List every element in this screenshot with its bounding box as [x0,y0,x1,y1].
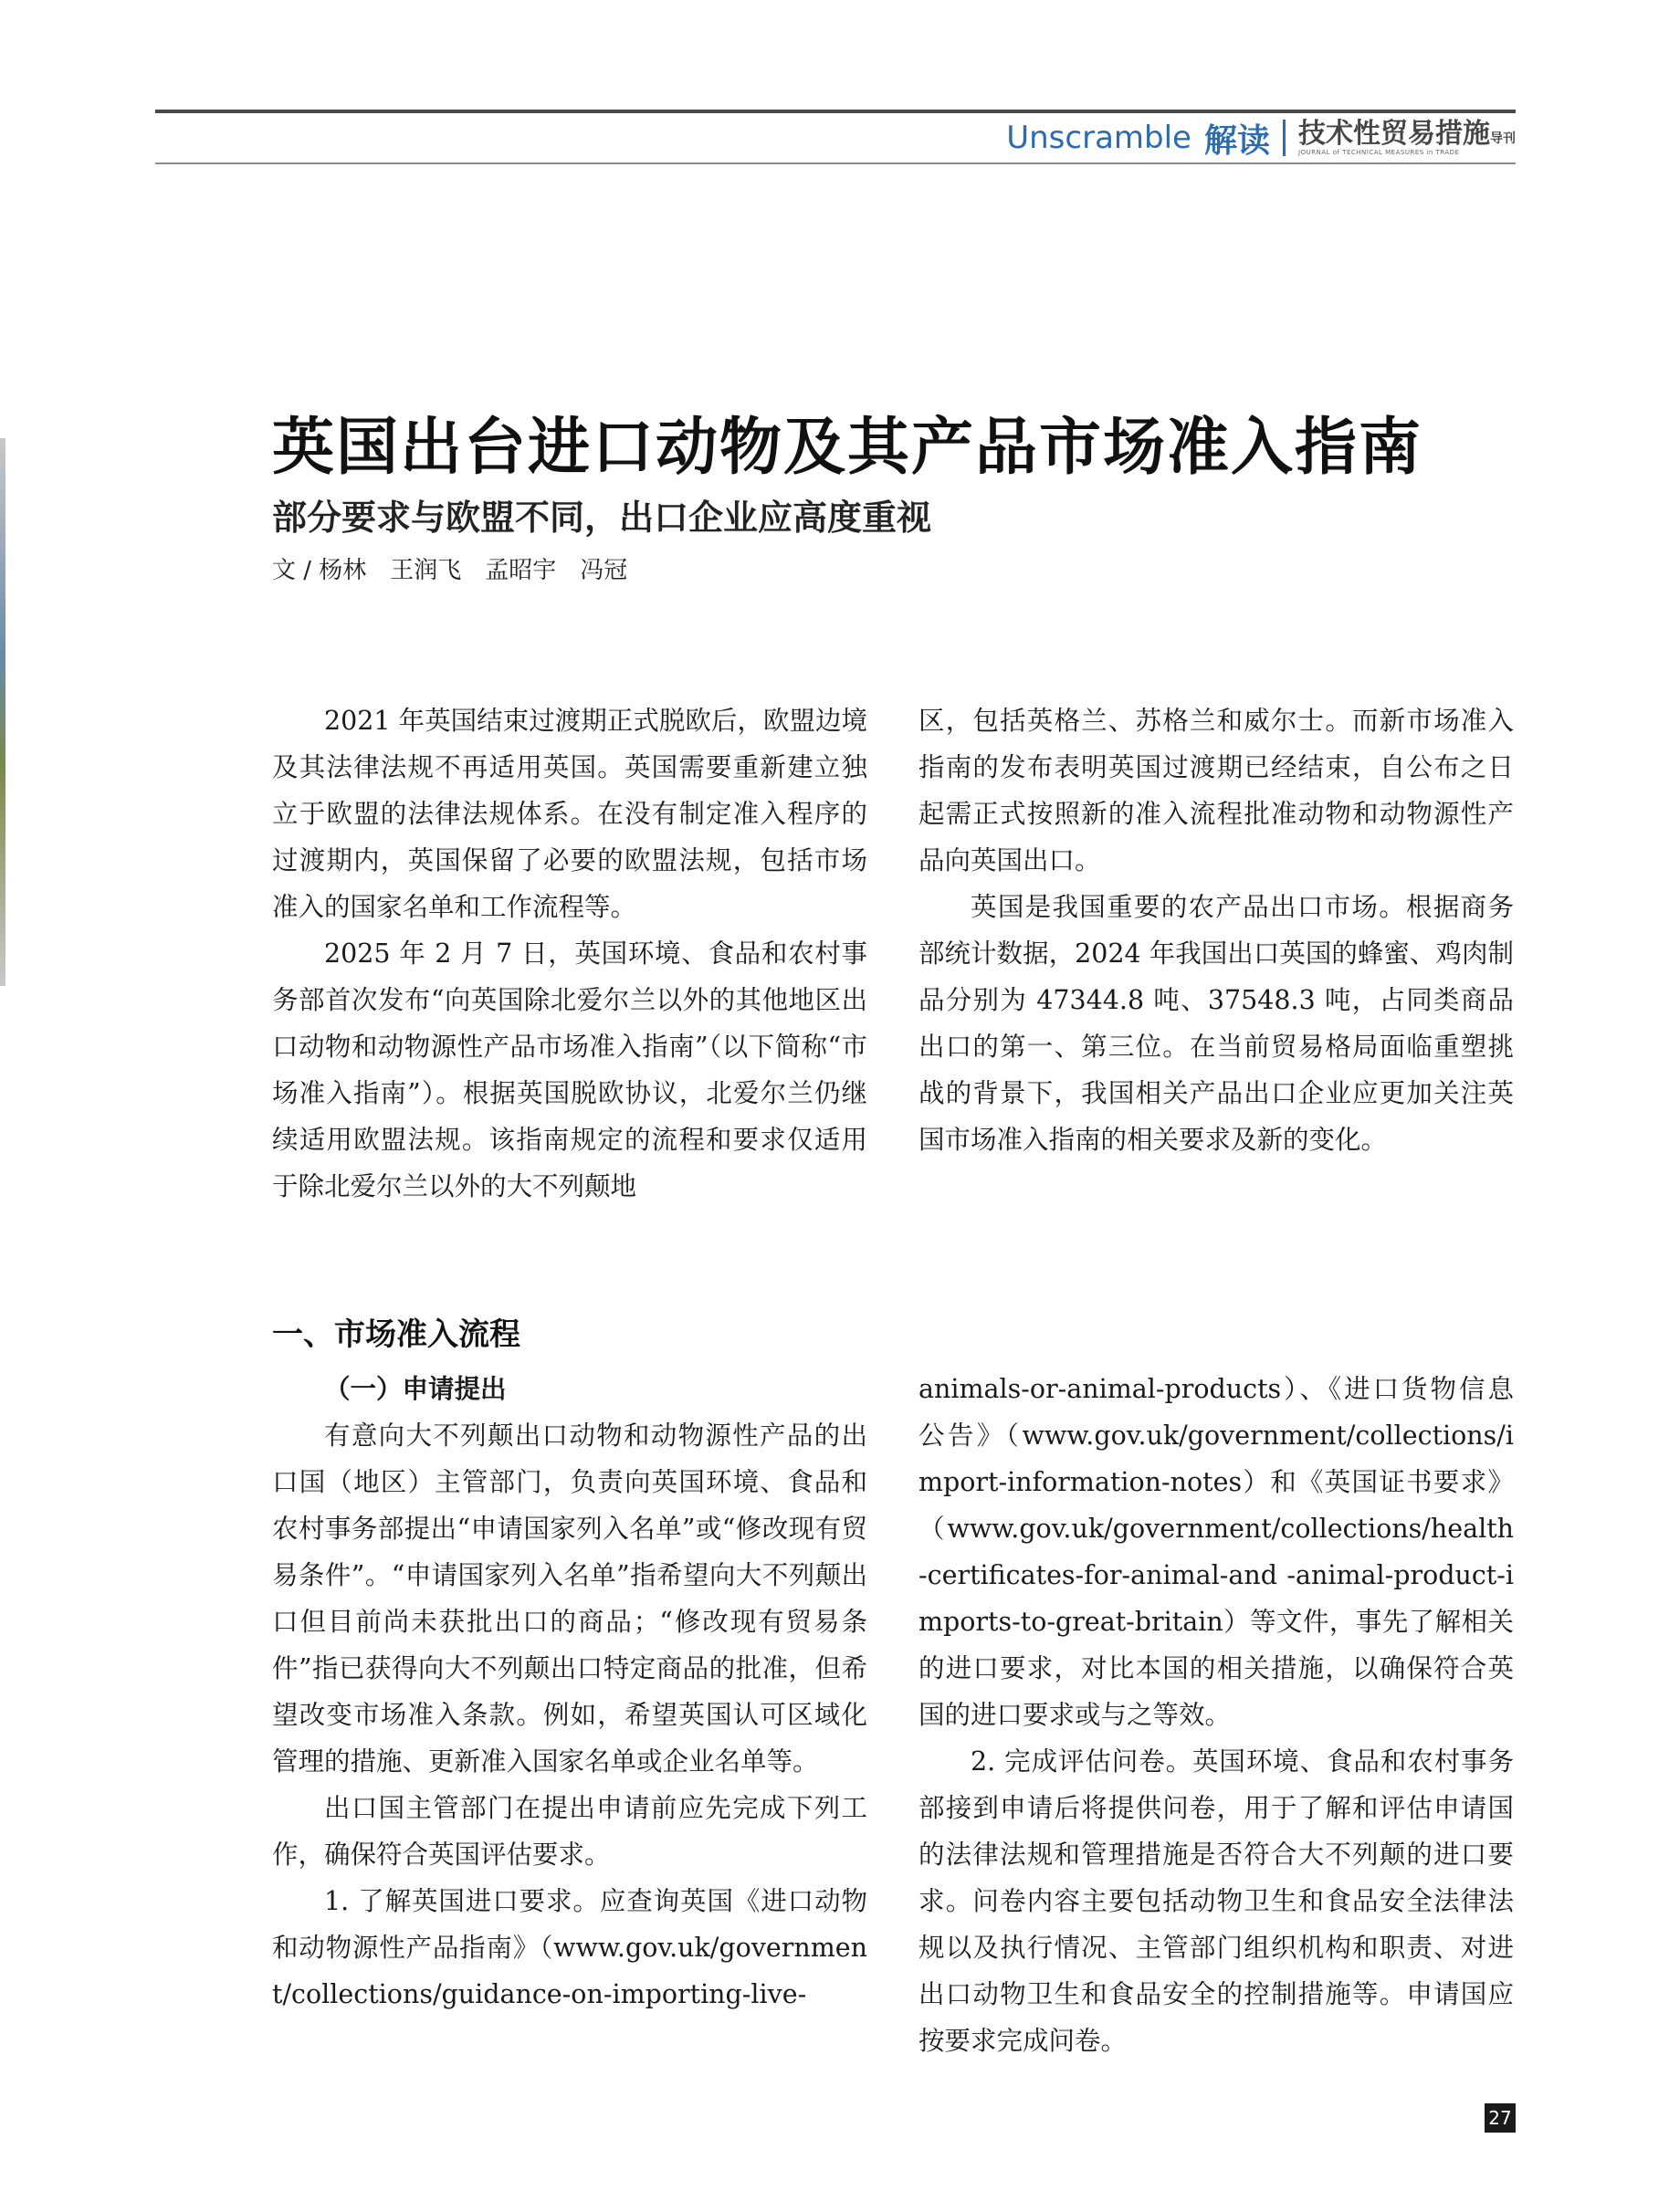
article-subtitle: 部分要求与欧盟不同，出口企业应高度重视 [272,498,932,538]
page-edge-strip [0,438,5,986]
body-column-right [918,1366,1514,2064]
journal-name-cn: 技术性贸易措施 [1298,117,1490,150]
intro-paragraph-continued: 区，包括英格兰、苏格兰和威尔士。而新市场准入指南的发布表明英国过渡期已经结束，自公布之日起需正式按照新的准入流程批准动物和动物源性产品向英国出口。 [918,706,1514,875]
body-paragraph: 有意向大不列颠出口动物和动物源性产品的出口国（地区）主管部门，负责向英国环境、食品和农村事务部提出“申请国家列入名单”或“修改现有贸易条件”。“申请国家列入名单”指希望向大不列颠出口但目前尚未获批出口的商品；“修改现有贸易条件”指已获得向大不列颠出口特定商品的批准，但希望改变市场准入条款。例如，希望英国认可区域化管理的措施、更新准入国家名单或企业名单等。 [272,1421,867,1777]
intro-column-left [272,697,867,1210]
header-divider [1283,120,1286,156]
page-number: 27 [1485,2103,1516,2133]
body-column-left [272,1366,867,2018]
running-header [1006,115,1516,161]
article-title: 英国出台进口动物及其产品市场准入指南 [272,412,1423,484]
intro-column-right [918,697,1514,1163]
intro-paragraph: 2021 年英国结束过渡期正式脱欧后，欧盟边境及其法律法规不再适用英国。英国需要重新建立独立于欧盟的法律法规体系。在没有制定准入程序的过渡期内，英国保留了必要的欧盟法规，包括市场准入的国家名单和工作流程等。 [272,706,867,922]
section-heading: 一、市场准入流程 [272,1316,520,1353]
body-paragraph: 出口国主管部门在提出申请前应先完成下列工作，确保符合英国评估要求。 [272,1793,867,1870]
intro-paragraph: 英国是我国重要的农产品出口市场。根据商务部统计数据，2024 年我国出口英国的蜂蜜、鸡肉制品分别为 47344.8 吨、37548.3 吨，占同类商品出口的第一、第三位。在当前贸易格局面临重塑挑战的背景下，我国相关产品出口企业应更加关注英国市场准入指南的相关要求及新的变化。 [918,892,1514,1155]
section-label-en: Unscramble [1006,120,1191,156]
intro-paragraph: 2025 年 2 月 7 日，英国环境、食品和农村事务部首次发布“向英国除北爱尔兰以外的其他地区出口动物和动物源性产品市场准入指南”（以下简称“市场准入指南”）。根据英国脱欧协议，北爱尔兰仍继续适用欧盟法规。该指南规定的流程和要求仅适用于除北爱尔兰以外的大不列颠地 [272,938,867,1201]
body-paragraph-continued: animals-or-animal-products）、《进口货物信息公告》（www.gov.uk/government/collections/import-information-notes）和《英国证书要求》（www.gov.uk/government/collections/health-certificates-for-animal-and -animal-product-imports-to-great-britain）等文件，事先了解相关的进口要求，对比本国的相关措施，以确保符合英国的进口要求或与之等效。 [918,1374,1514,1730]
article-byline: 文 / 杨林 王润飞 孟昭宇 冯冠 [272,557,628,584]
journal-logo [1298,117,1516,156]
journal-suffix: 导刊 [1490,131,1516,146]
journal-name [1298,117,1516,150]
section-label-cn: 解读 [1203,121,1270,160]
body-paragraph: 1. 了解英国进口要求。应查询英国《进口动物和动物源性产品指南》（www.gov.uk/government/collections/guidance-on-importing-live- [272,1886,867,2009]
journal-name-en: JOURNAL of TECHNICAL MEASURES in TRADE [1298,148,1460,156]
header-rule-bottom [155,162,1516,164]
body-paragraph: 2. 完成评估问卷。英国环境、食品和农村事务部接到申请后将提供问卷，用于了解和评估申请国的法律法规和管理措施是否符合大不列颠的进口要求。问卷内容主要包括动物卫生和食品安全法律法规以及执行情况、主管部门组织机构和职责、对进出口动物卫生和食品安全的控制措施等。申请国应按要求完成问卷。 [918,1746,1514,2056]
header-rule-top [155,110,1516,113]
sub-heading: （一）申请提出 [324,1373,507,1404]
